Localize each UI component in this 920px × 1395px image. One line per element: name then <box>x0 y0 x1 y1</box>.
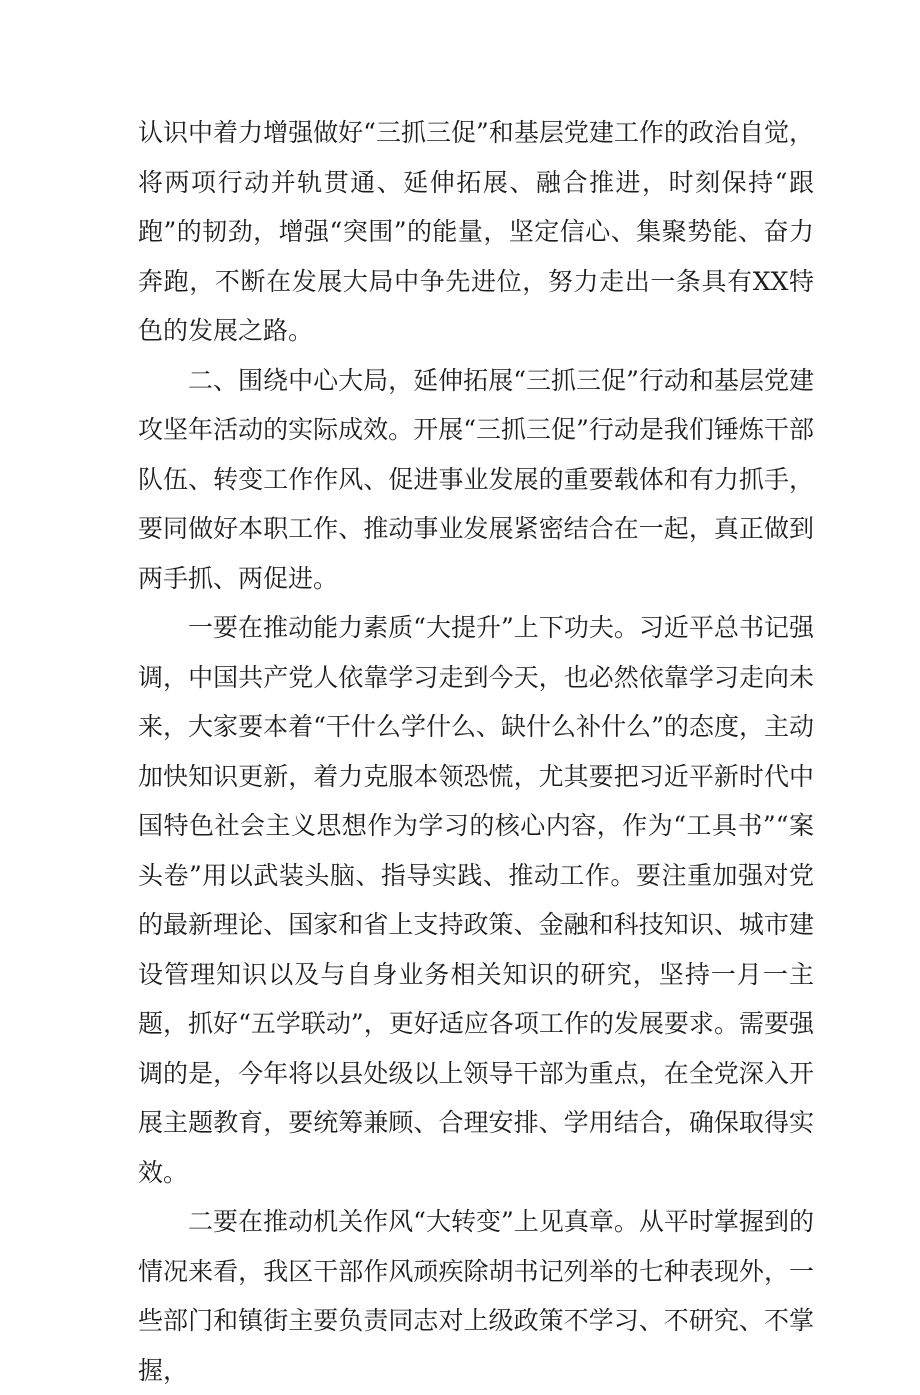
paragraph-continuation: 认识中着力增强做好“三抓三促”和基层党建工作的政治自觉，将两项行动并轨贯通、延伸拓展、融合推进，时刻保持“跟跑”的韧劲，增强“突围”的能量，坚定信心、集聚势能、奋力奔跑，不断在发展大局中争先进位，努力走出一条具有XX特色的发展之路。 <box>138 118 814 345</box>
paragraph-point-one: 一要在推动能力素质“大提升”上下功夫。习近平总书记强调，中国共产党人依靠学习走到今天，也必然依靠学习走向未来，大家要本着“干什么学什么、缺什么补什么”的态度，主动加快知识更新，着力克服本领恐慌，尤其要把习近平新时代中国特色社会主义思想作为学习的核心内容，作为“工具书”“案头卷”用以武装头脑、指导实践、推动工作。要注重加强对党的最新理论、国家和省上支持政策、金融和科技知识、城市建设管理知识以及与自身业务相关知识的研究，坚持一月一主题，抓好“五学联动”，更好适应各项工作的发展要求。需要强调的是，今年将以县处级以上领导干部为重点，在全党深入开展主题教育，要统筹兼顾、合理安排、学用结合，确保取得实效。 <box>138 613 814 1187</box>
document-body <box>138 108 814 1395</box>
paragraph-section-two: 二、围绕中心大局，延伸拓展“三抓三促”行动和基层党建攻坚年活动的实际成效。开展“三抓三促”行动是我们锤炼干部队伍、转变工作作风、促进事业发展的重要载体和有力抓手，要同做好本职工作、推动事业发展紧密结合在一起，真正做到两手抓、两促进。 <box>138 365 814 593</box>
paragraph-point-two: 二要在推动机关作风“大转变”上见真章。从平时掌握到的情况来看，我区干部作风顽疾除胡书记列举的七种表现外，一些部门和镇街主要负责同志对上级政策不学习、不研究、不掌握， <box>138 1207 814 1385</box>
